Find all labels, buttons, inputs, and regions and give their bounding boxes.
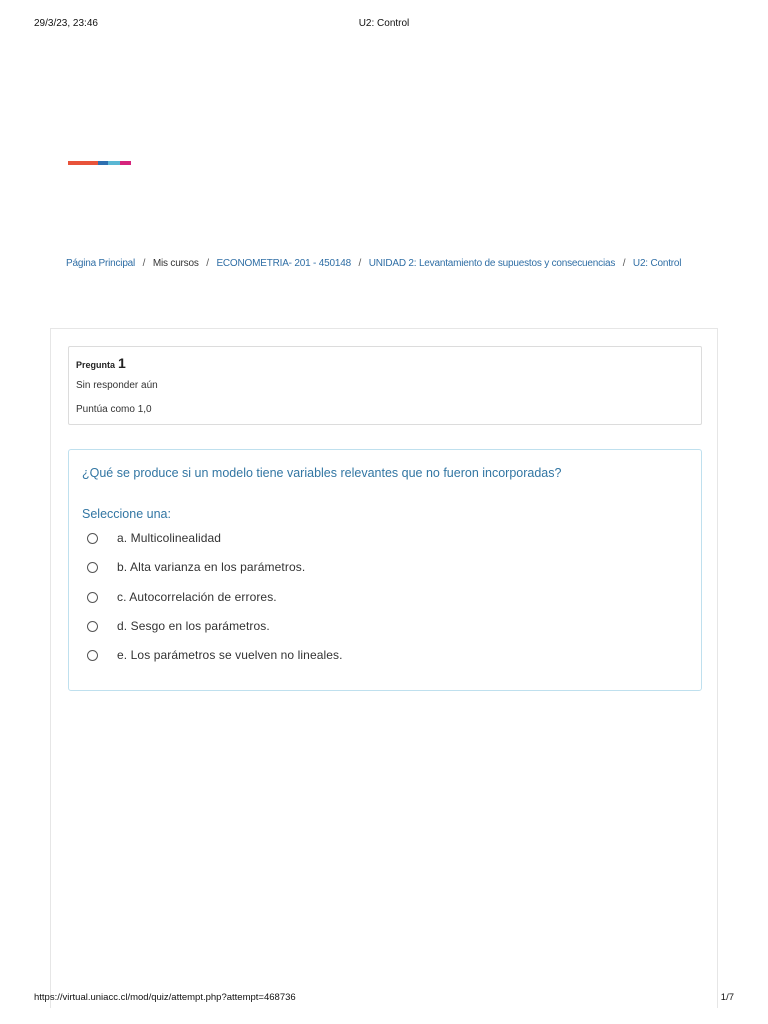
logo-segment-orange — [68, 161, 98, 165]
breadcrumb-my-courses: Mis cursos — [152, 258, 199, 269]
breadcrumb-separator: / — [206, 258, 209, 269]
question-state: Sin responder aún — [76, 380, 158, 391]
answer-option-b[interactable] — [87, 558, 305, 576]
breadcrumb-course[interactable]: ECONOMETRIA- 201 - 450148 — [216, 258, 351, 269]
radio-button[interactable] — [87, 621, 98, 632]
print-title: U2: Control — [358, 18, 410, 29]
question-number-value: 1 — [118, 355, 126, 371]
answer-option-e[interactable] — [87, 646, 343, 664]
answer-label: b. Alta varianza en los parámetros. — [117, 560, 306, 574]
answer-label: c. Autocorrelación de errores. — [117, 590, 277, 604]
breadcrumb-unit[interactable]: UNIDAD 2: Levantamiento de supuestos y consecuencias — [368, 258, 616, 269]
answer-label: a. Multicolinealidad — [117, 531, 222, 545]
answer-option-d[interactable] — [87, 617, 270, 635]
print-footer — [0, 992, 768, 1006]
question-info-box — [68, 346, 702, 425]
logo-segment-magenta — [120, 161, 131, 165]
question-grade: Puntúa como 1,0 — [76, 404, 152, 415]
print-date: 29/3/23, 23:46 — [34, 18, 98, 29]
print-page-number: 1/7 — [720, 992, 734, 1003]
breadcrumb — [66, 258, 681, 269]
question-number — [76, 355, 126, 371]
radio-button[interactable] — [87, 562, 98, 573]
print-header — [0, 18, 768, 32]
site-logo[interactable] — [68, 161, 131, 165]
breadcrumb-separator: / — [142, 258, 146, 269]
breadcrumb-quiz[interactable]: U2: Control — [632, 258, 682, 269]
question-text: ¿Qué se produce si un modelo tiene variables relevantes que no fueron incorporadas? — [82, 466, 562, 480]
question-formulation — [68, 449, 702, 691]
question-label: Pregunta — [76, 360, 116, 370]
answer-option-c[interactable] — [87, 588, 277, 606]
breadcrumb-separator: / — [622, 258, 626, 269]
logo-segment-cyan — [108, 161, 120, 165]
answer-label: e. Los parámetros se vuelven no lineales. — [117, 648, 343, 662]
logo-segment-blue — [98, 161, 108, 165]
radio-button[interactable] — [87, 533, 98, 544]
breadcrumb-home[interactable]: Página Principal — [66, 258, 136, 269]
radio-button[interactable] — [87, 592, 98, 603]
answer-option-a[interactable] — [87, 529, 221, 547]
print-url: https://virtual.uniacc.cl/mod/quiz/attempt.php?attempt=468736 — [34, 992, 296, 1003]
breadcrumb-separator: / — [358, 258, 362, 269]
radio-button[interactable] — [87, 650, 98, 661]
answer-prompt: Seleccione una: — [82, 507, 171, 521]
answer-label: d. Sesgo en los parámetros. — [117, 619, 270, 633]
